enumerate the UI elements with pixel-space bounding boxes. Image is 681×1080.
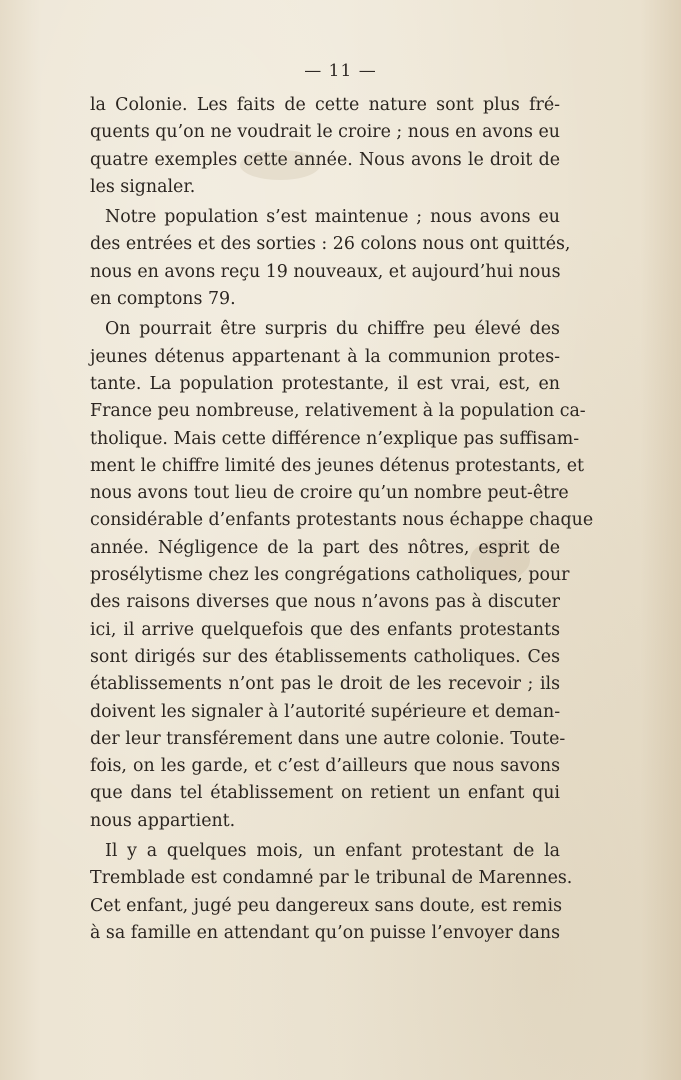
text-line: tholique. Mais cette différence n’explique pas suffisam- [90, 428, 580, 449]
text-line: jeunes détenus appartenant à la communion protes- [90, 346, 560, 367]
text-line: à sa famille en attendant qu’on puisse l’envoyer dans [90, 922, 560, 943]
text-line: France peu nombreuse, relativement à la population ca- [90, 401, 586, 422]
text-line: sont dirigés sur des établissements catholiques. Ces [90, 646, 560, 667]
text-line: quatre exemples cette année. Nous avons le droit de [90, 149, 560, 170]
text-line: nous avons tout lieu de croire qu’un nombre peut-être [90, 483, 569, 504]
text-line: ici, il arrive quelquefois que des enfants protestants [90, 619, 560, 640]
text-line: en comptons 79. [90, 289, 236, 310]
text-line: ment le chiffre limité des jeunes détenus protestants, et [90, 455, 585, 476]
text-line: quents qu’on ne voudrait le croire ; nous en avons eu [90, 122, 560, 143]
paragraph [90, 838, 573, 947]
text-line: tante. La population protestante, il est vrai, est, en [90, 373, 560, 394]
text-line: Cet enfant, jugé peu dangereux sans doute, est remis [90, 895, 563, 916]
text-line: année. Négligence de la part des nôtres, esprit de [90, 537, 560, 558]
text-line: des entrées et des sorties : 26 colons nous ont quittés, [90, 234, 571, 255]
text-line: nous en avons reçu 19 nouveaux, et aujourd’hui nous [90, 261, 561, 282]
paragraph [90, 92, 560, 201]
text-line: la Colonie. Les faits de cette nature sont plus fré- [90, 95, 560, 115]
paragraph [90, 316, 594, 835]
text-line: considérable d’enfants protestants nous échappe chaque [90, 510, 594, 531]
text-line: les signaler. [90, 176, 196, 197]
text-line: des raisons diverses que nous n’avons pas à discuter [90, 592, 560, 613]
text-line: que dans tel établissement on retient un enfant qui [90, 783, 560, 804]
text-line: Tremblade est condamné par le tribunal de Marennes. [90, 868, 573, 889]
text-line: On pourrait être surpris du chiffre peu élevé des [105, 319, 560, 340]
body-text [90, 92, 594, 947]
text-line: établissements n’ont pas le droit de les recevoir ; ils [90, 674, 560, 695]
text-line: prosélytisme chez les congrégations catholiques, pour [90, 565, 570, 586]
text-line: Il y a quelques mois, un enfant protestant de la [105, 841, 560, 862]
page-number: — 11 — [304, 61, 377, 81]
text-line: fois, on les garde, et c’est d’ailleurs que nous savons [90, 756, 560, 777]
text-line: doivent les signaler à l’autorité supérieure et deman- [90, 701, 561, 722]
text-line: der leur transférement dans une autre colonie. Toute- [90, 728, 566, 749]
text-line: nous appartient. [90, 810, 236, 831]
paragraph [90, 204, 571, 313]
text-line: Notre population s’est maintenue ; nous avons eu [105, 207, 560, 228]
